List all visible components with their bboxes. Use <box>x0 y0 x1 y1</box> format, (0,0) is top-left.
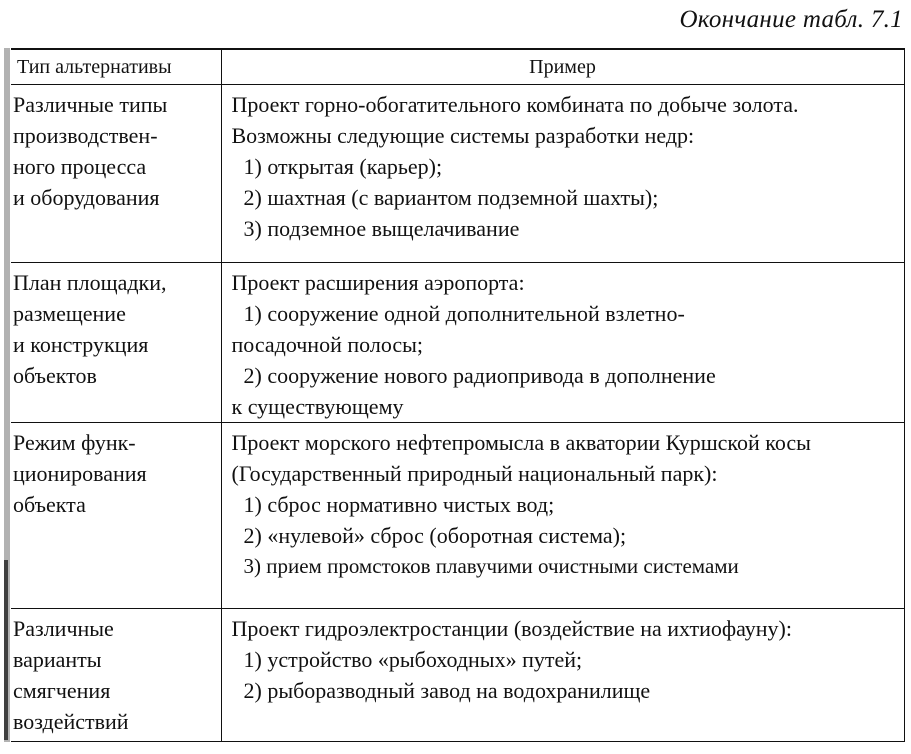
table-row <box>11 85 904 263</box>
header-example: Пример <box>221 49 904 85</box>
table-row <box>11 423 904 609</box>
table-caption: Окончание табл. 7.1 <box>679 6 903 33</box>
type-line: производствен- <box>13 123 158 148</box>
type-line: варианты <box>13 647 102 672</box>
row-type-cell <box>11 423 221 609</box>
row-type-cell <box>11 263 221 423</box>
example-item: 2) «нулевой» сброс (оборотная система); <box>243 523 627 548</box>
type-line: ного процесса <box>13 154 147 179</box>
alternatives-table <box>11 48 905 742</box>
type-line: размещение <box>13 301 126 326</box>
table-row <box>11 609 904 742</box>
example-item: 1) сооружение одной дополнительной взлетно- <box>243 301 685 326</box>
row-example-cell <box>221 423 904 609</box>
row-example-cell <box>221 263 904 423</box>
type-line: Различные типы <box>13 92 168 117</box>
type-line: смягчения <box>13 678 111 703</box>
type-line: Режим функ- <box>13 430 136 455</box>
type-line: и конструкция <box>13 332 149 357</box>
type-line: Различные <box>13 616 114 641</box>
example-item: 2) рыборазводный завод на водохранилище <box>243 678 651 703</box>
example-item: 2) шахтная (с вариантом подземной шахты); <box>243 185 659 210</box>
type-line: объекта <box>13 492 86 517</box>
example-item: 3) подземное выщелачивание <box>243 216 520 241</box>
example-item: 2) сооружение нового радиопривода в дополнение <box>243 363 716 388</box>
example-item: 3) прием промстоков плавучими очистными системами <box>243 554 739 578</box>
example-item-continuation: посадочной полосы; <box>231 332 424 357</box>
type-line: План площадки, <box>13 270 167 295</box>
table-header-row <box>11 49 904 85</box>
type-line: ционирования <box>13 461 147 486</box>
type-line: объектов <box>13 363 97 388</box>
example-item: 1) сброс нормативно чистых вод; <box>243 492 555 517</box>
row-example-cell <box>221 609 904 742</box>
scan-edge-left-dark <box>4 560 8 740</box>
type-line: и оборудования <box>13 185 160 210</box>
example-intro: Проект морского нефтепромысла в акватории Куршской косы (Государственный природный национальный парк): <box>231 430 811 486</box>
example-item: 1) устройство «рыбоходных» путей; <box>243 647 583 672</box>
example-item: 1) открытая (карьер); <box>243 154 443 179</box>
type-line: воздействий <box>13 709 129 734</box>
header-type: Тип альтернативы <box>11 49 221 85</box>
row-example-cell <box>221 85 904 263</box>
example-intro: Проект гидроэлектростанции (воздействие на ихтиофауну): <box>231 616 792 641</box>
example-intro: Проект горно-обогатительного комбината по добыче золота. Возможны следующие системы разработки недр: <box>231 92 799 148</box>
example-item-continuation: к существующему <box>231 394 404 419</box>
row-type-cell <box>11 609 221 742</box>
row-type-cell <box>11 85 221 263</box>
table-row <box>11 263 904 423</box>
example-intro: Проект расширения аэропорта: <box>231 270 525 295</box>
